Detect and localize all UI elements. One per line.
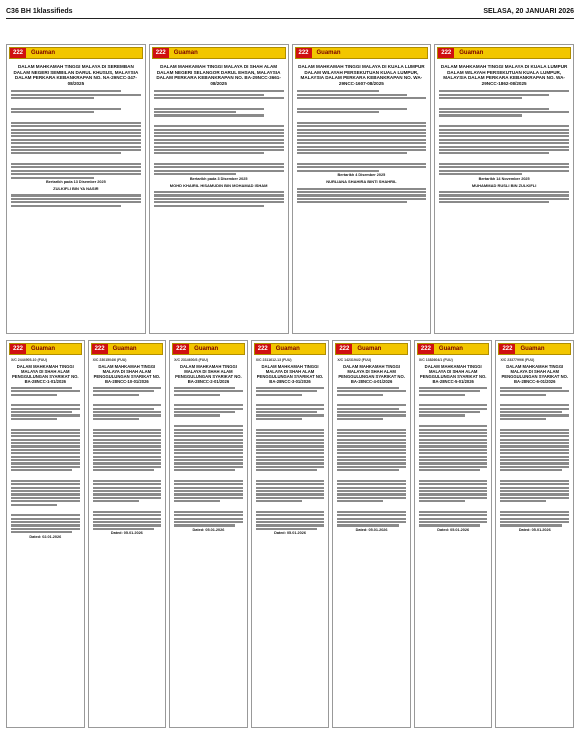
category-label: Guaman <box>520 346 545 352</box>
notice-body <box>415 387 492 527</box>
category-tag <box>9 47 143 59</box>
category-label: Guaman <box>357 346 382 352</box>
notice-title: DALAM MAHKAMAH TINGGI MALAYA DI SHAH ALAM PENGGULUNGAN SYARIKAT NO. BA-28NCC-6-01/2026 <box>501 364 569 385</box>
notice-body <box>170 387 247 527</box>
category-code: 222 <box>438 48 454 58</box>
bottom-notices-row <box>6 340 574 728</box>
notice-card <box>88 340 167 728</box>
notice-card <box>169 340 248 728</box>
notice-reference: X/C 1382604/1 (FUU) <box>418 358 453 362</box>
notice-card <box>251 340 330 728</box>
category-code: 222 <box>499 344 515 354</box>
category-label: Guaman <box>112 346 137 352</box>
top-notices-row <box>6 44 574 334</box>
notice-body <box>293 90 431 172</box>
category-code: 222 <box>92 344 108 354</box>
notice-footer <box>7 194 145 206</box>
issue-date: SELASA, 20 JANUARI 2026 <box>483 8 574 15</box>
notice-signatory: MUHAMMAD RUSLI BIN ZULKIFLI <box>471 182 537 188</box>
notice-card <box>149 44 289 334</box>
category-tag <box>254 343 327 355</box>
notice-card <box>6 340 85 728</box>
notice-body <box>496 387 573 527</box>
category-tag <box>172 343 245 355</box>
category-tag <box>335 343 408 355</box>
notice-footer <box>435 191 573 203</box>
notice-card <box>495 340 574 728</box>
notice-title: DALAM MAHKAMAH TINGGI MALAYA DI SHAH ALAM DALAM NEGERI SELANGOR DARUL EHSAN, MALAYSIA DALAM PERKARA KEBANKRAPAN NO. BA-29NCC-3661-08/2025 <box>156 64 281 87</box>
notice-date: Dated: 02.01.2026 <box>29 534 62 539</box>
notice-card <box>292 44 432 334</box>
category-tag <box>91 343 164 355</box>
notice-signatory: NURLIANA SHAHIRA BINTI SHAHRIL <box>326 179 397 185</box>
notice-card <box>332 340 411 728</box>
notice-footer <box>150 191 288 207</box>
category-label: Guaman <box>31 346 56 352</box>
notice-card <box>6 44 146 334</box>
notice-date: Bertarikh 4 Disember 2025 <box>337 173 386 178</box>
notice-body <box>252 387 329 530</box>
notice-card <box>434 44 574 334</box>
page-header <box>6 5 574 19</box>
category-label: Guaman <box>438 346 463 352</box>
category-label: Guaman <box>173 50 198 56</box>
notice-reference: X/C 2314600/3 (FUU) <box>174 358 209 362</box>
notice-date: Dated: 05.01.2026 <box>192 527 225 532</box>
notice-reference: X/C 2301504/6 (FUU) <box>92 358 127 362</box>
notice-date: Bertarikh pada 13 Disember 2025 <box>46 179 106 184</box>
notice-footer <box>293 188 431 204</box>
category-code: 222 <box>173 344 189 354</box>
notice-reference: X/C 2311612-13 (FUU) <box>255 358 292 362</box>
notice-title: DALAM MAHKAMAH TINGGI MALAYA DI SHAH ALAM PENGGULUNGAN SYARIKAT NO. BA-28NCC-1-01/2026 <box>12 364 79 385</box>
category-code: 222 <box>418 344 434 354</box>
notice-reference: X/C 2337799/6 (FUU) <box>500 358 535 362</box>
notice-title: DALAM MAHKAMAH TINGGI MALAYA DI KUALA LUMPUR DALAM WILAYAH PERSEKUTUAN KUALA LUMPUR, MALAYSIA DALAM PERKARA KEBANKRAPAN NO. WA-29NCC-1862-08/2025 <box>440 64 568 87</box>
category-code: 222 <box>296 48 312 58</box>
category-tag <box>9 343 82 355</box>
category-code: 222 <box>10 48 26 58</box>
notice-body <box>7 387 84 534</box>
notice-body <box>150 90 288 175</box>
notice-signatory: MOHD KHAIRIL HISAMUDIN BIN MOHAMAD ISHAM <box>169 182 268 188</box>
notice-title: DALAM MAHKAMAH TINGGI MALAYA DI SHAH ALAM PENGGULUNGAN SYARIKAT NO. BA-28NCC-10-01/2026 <box>93 364 161 385</box>
notice-title: DALAM MAHKAMAH TINGGI MALAYA DI SHAH ALAM PENGGULUNGAN SYARIKAT NO. BA-28NCC-2-01/2026 <box>175 364 242 385</box>
notice-body <box>89 387 166 530</box>
category-tag <box>152 47 286 59</box>
category-tag <box>417 343 490 355</box>
notice-title: DALAM MAHKAMAH TINGGI MALAYA DI SHAH ALAM PENGGULUNGAN SYARIKAT NO. BA-28NCC-3-01/2026 <box>256 364 324 385</box>
notice-signatory: ZULKIFLI BIN YA NASIR <box>53 185 99 191</box>
page-label: C36 BH 1klassifieds <box>6 8 73 15</box>
notice-reference: X/C 1423194/2 (FUU) <box>337 358 372 362</box>
notice-card <box>414 340 493 728</box>
category-label: Guaman <box>275 346 300 352</box>
category-code: 222 <box>10 344 26 354</box>
notice-title: DALAM MAHKAMAH TINGGI MALAYA DI SEREMBAN DALAM NEGERI SEMBILAN DARUL KHUSUS, MALAYSIA DALAM PERKARA KEBANKRAPAN NO. NA-29NCC-347-08/2025 <box>13 64 139 87</box>
notice-date: Bertarikh pada 3 Disember 2025 <box>189 176 248 181</box>
notice-reference: X/C 2444905-10 (FUU) <box>11 358 47 362</box>
category-code: 222 <box>255 344 271 354</box>
notice-title: DALAM MAHKAMAH TINGGI MALAYA DI SHAH ALAM PENGGULUNGAN SYARIKAT NO. BA-28NCC-4-01/2026 <box>338 364 405 385</box>
category-tag <box>498 343 571 355</box>
notice-date: Dated: 05.01.2026 <box>110 531 143 536</box>
notice-date: Dated: 05.01.2026 <box>518 527 551 532</box>
category-code: 222 <box>336 344 352 354</box>
notice-date: Dated: 05.01.2026 <box>355 527 388 532</box>
category-label: Guaman <box>459 50 484 56</box>
notice-body <box>7 90 145 178</box>
notice-title: DALAM MAHKAMAH TINGGI MALAYA DI SHAH ALAM PENGGULUNGAN SYARIKAT NO. BA-28NCC-5-01/2026 <box>419 364 487 385</box>
category-label: Guaman <box>316 50 341 56</box>
notice-title: DALAM MAHKAMAH TINGGI MALAYA DI KUALA LUMPUR DALAM WILAYAH PERSEKUTUAN KUALA LUMPUR, MALAYSIA DALAM PERKARA KEBANKRAPAN NO. WA-29NCC-1607-08/2025 <box>298 64 425 87</box>
notice-date: Dated: 05.01.2026 <box>437 527 470 532</box>
category-tag <box>437 47 571 59</box>
notice-body <box>333 387 410 527</box>
notice-date: Dated: 05.01.2026 <box>274 531 306 536</box>
notice-body <box>435 90 573 175</box>
category-tag <box>295 47 429 59</box>
category-label: Guaman <box>194 346 219 352</box>
notice-date: Bertarikh 14 November 2025 <box>478 176 530 181</box>
category-code: 222 <box>153 48 169 58</box>
category-label: Guaman <box>31 50 56 56</box>
